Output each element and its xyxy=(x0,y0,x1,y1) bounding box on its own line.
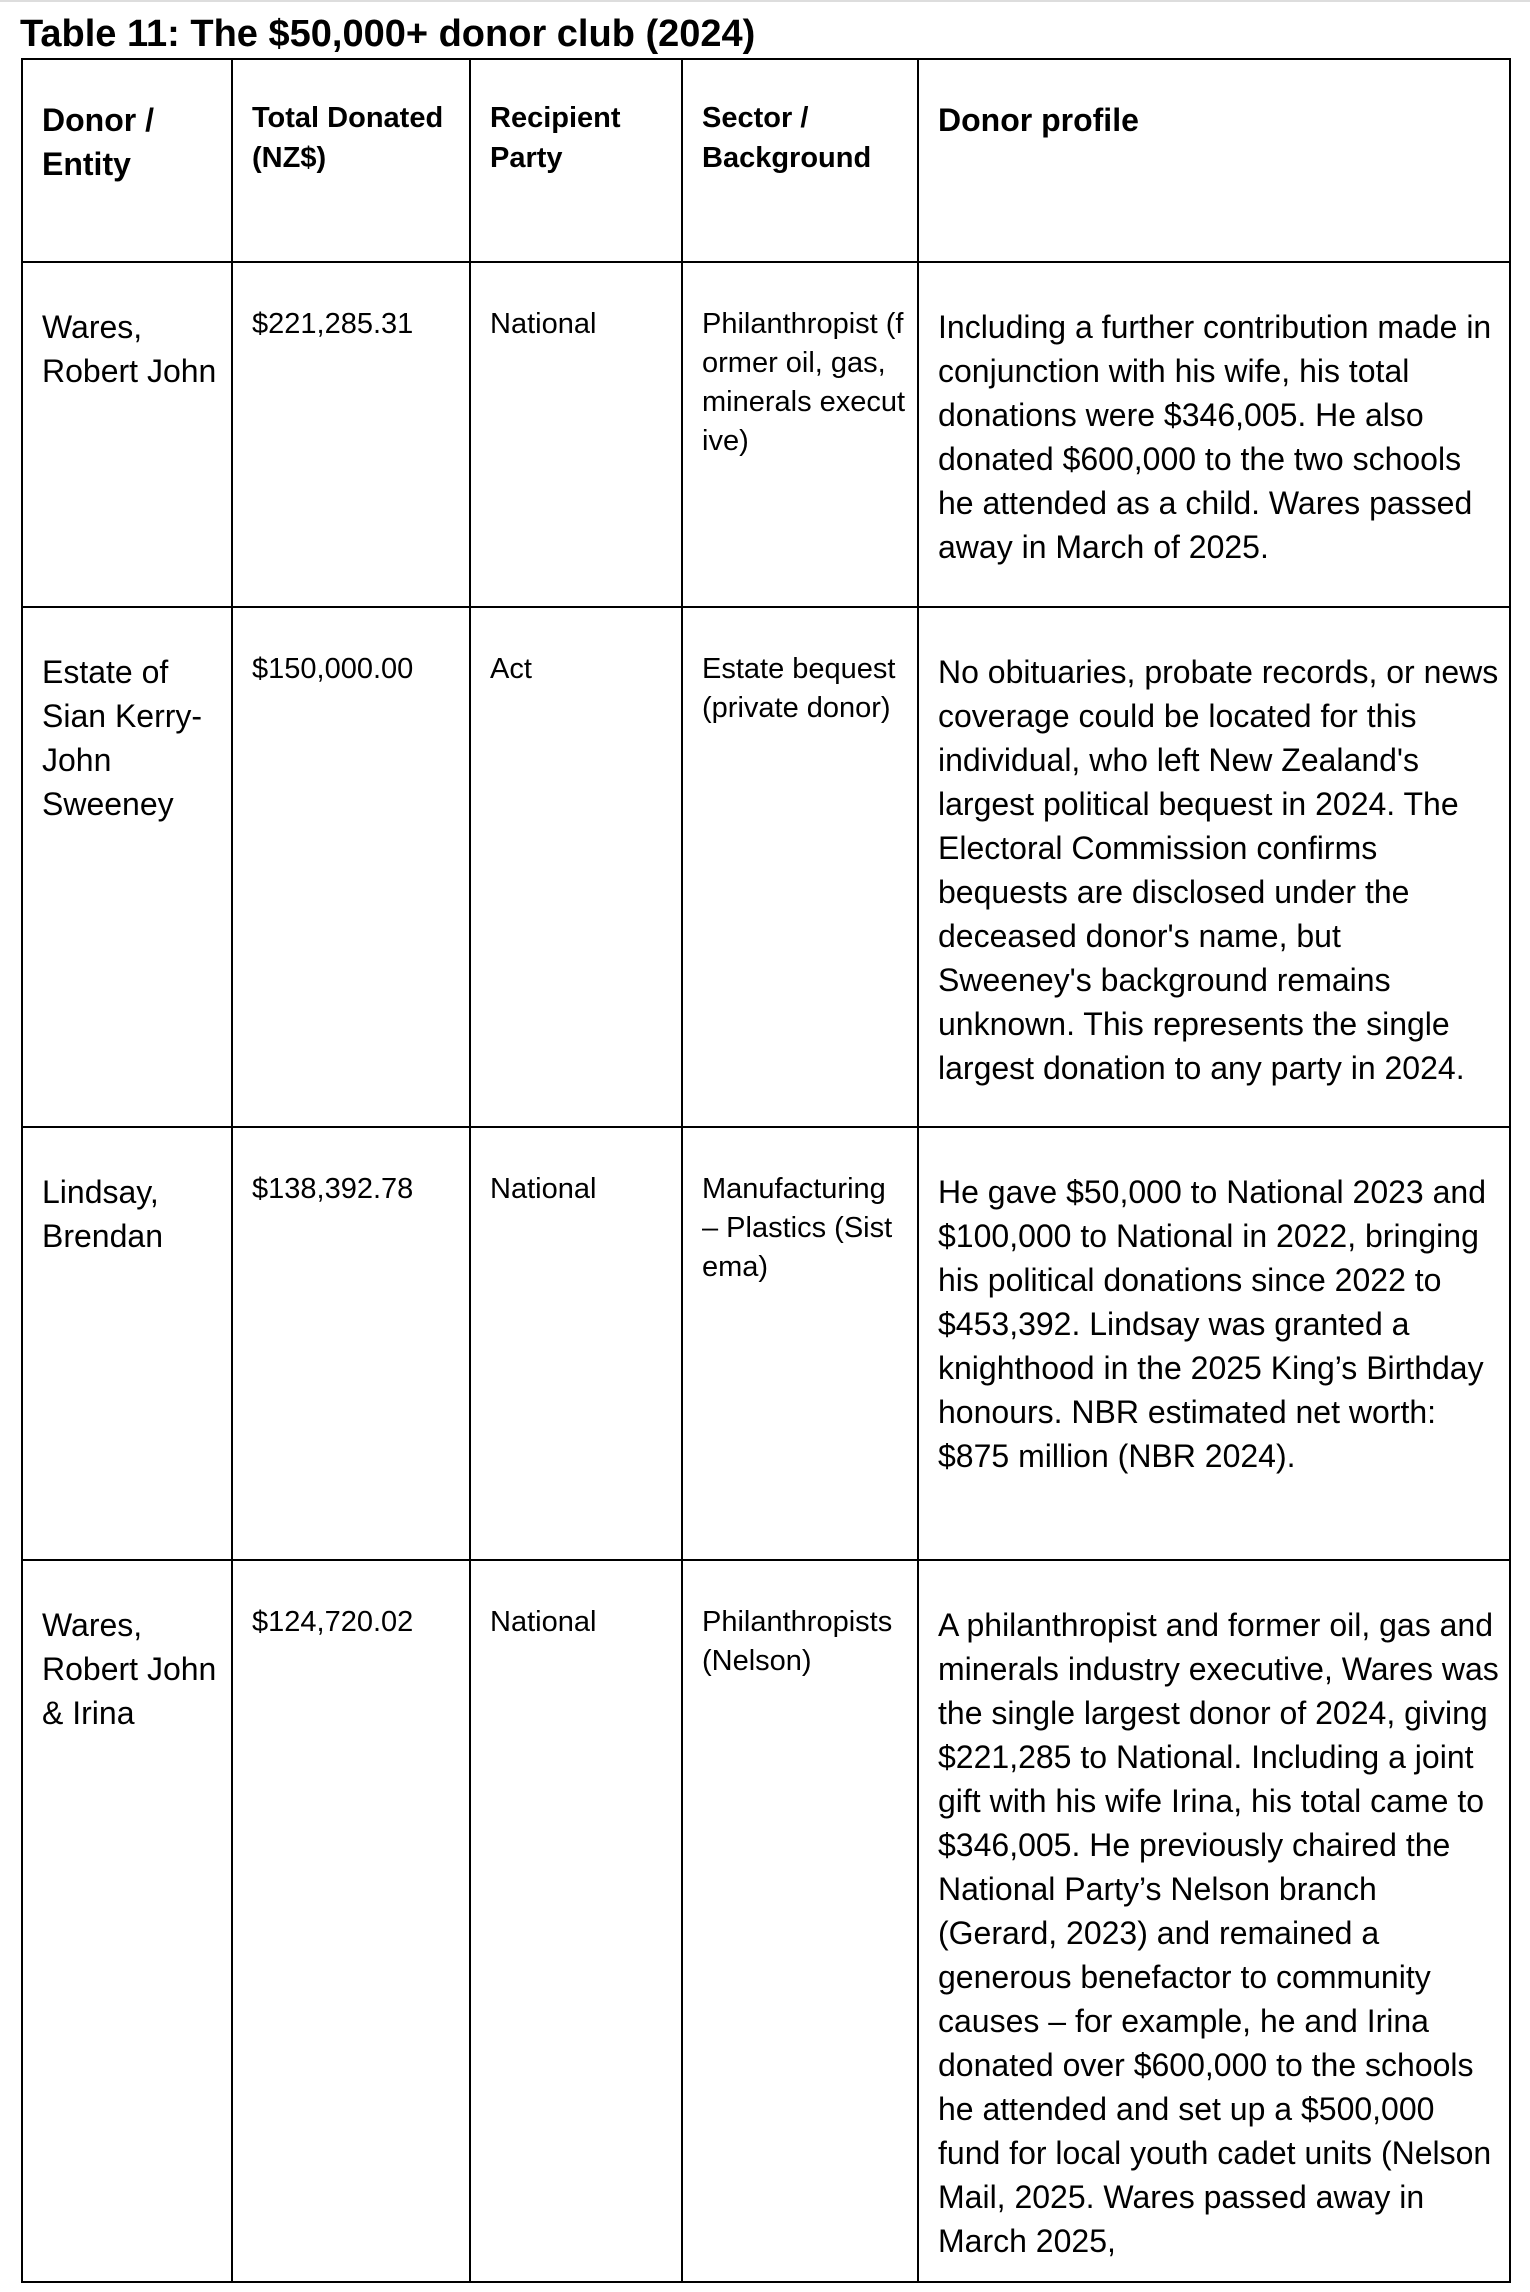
header-donor: Donor / Entity xyxy=(22,59,232,262)
cell-total-donated: $150,000.00 xyxy=(232,607,470,1127)
header-row xyxy=(22,59,1510,262)
cell-sector: Philanthropists (Nelson) xyxy=(682,1560,918,2282)
cell-donor: Estate of Sian Kerry-John Sweeney xyxy=(22,607,232,1127)
cell-donor-profile: He gave $50,000 to National 2023 and $100,000 to National in 2022, bringing his political donations since 2022 to $453,392. Lindsay was granted a knighthood in the 2025 King’s Birthday honours. NBR estimated net worth: $875 million (NBR 2024). xyxy=(918,1127,1510,1560)
donor-table xyxy=(21,58,1511,2283)
cell-donor-profile: Including a further contribution made in conjunction with his wife, his total donations were $346,005. He also donated $600,000 to the two schools he attended as a child. Wares passed away in March of 2025. xyxy=(918,262,1510,607)
table-row xyxy=(22,1127,1510,1560)
cell-donor: Wares, Robert John xyxy=(22,262,232,607)
cell-donor-profile: A philanthropist and former oil, gas and minerals industry executive, Wares was the single largest donor of 2024, giving $221,285 to National. Including a joint gift with his wife Irina, his total came to $346,005. He previously chaired the National Party’s Nelson branch (Gerard, 2023) and remained a generous benefactor to community causes – for example, he and Irina donated over $600,000 to the schools he attended and set up a $500,000 fund for local youth cadet units (Nelson Mail, 2025. Wares passed away in March 2025, xyxy=(918,1560,1510,2282)
cell-sector: Manufacturing – Plastics (Sistema) xyxy=(682,1127,918,1560)
cell-total-donated: $138,392.78 xyxy=(232,1127,470,1560)
cell-donor-profile: No obituaries, probate records, or news coverage could be located for this individual, who left New Zealand's largest political bequest in 2024. The Electoral Commission confirms bequests are disclosed under the deceased donor's name, but Sweeney's background remains unknown. This represents the single largest donation to any party in 2024. xyxy=(918,607,1510,1127)
cell-total-donated: $124,720.02 xyxy=(232,1560,470,2282)
header-total-donated: Total Donated (NZ$) xyxy=(232,59,470,262)
header-donor-profile: Donor profile xyxy=(918,59,1510,262)
cell-recipient-party: National xyxy=(470,1127,682,1560)
header-sector: Sector / Background xyxy=(682,59,918,262)
table-row xyxy=(22,607,1510,1127)
cell-sector: Estate bequest (private donor) xyxy=(682,607,918,1127)
cell-donor: Wares, Robert John & Irina xyxy=(22,1560,232,2282)
cell-sector: Philanthropist (former oil, gas, minerals executive) xyxy=(682,262,918,607)
table-title: Table 11: The $50,000+ donor club (2024) xyxy=(20,13,756,55)
header-recipient-party: Recipient Party xyxy=(470,59,682,262)
cell-recipient-party: National xyxy=(470,262,682,607)
cell-recipient-party: National xyxy=(470,1560,682,2282)
cell-total-donated: $221,285.31 xyxy=(232,262,470,607)
cell-donor: Lindsay, Brendan xyxy=(22,1127,232,1560)
cell-recipient-party: Act xyxy=(470,607,682,1127)
table-row xyxy=(22,262,1510,607)
table-row xyxy=(22,1560,1510,2282)
top-divider xyxy=(0,0,1530,2)
